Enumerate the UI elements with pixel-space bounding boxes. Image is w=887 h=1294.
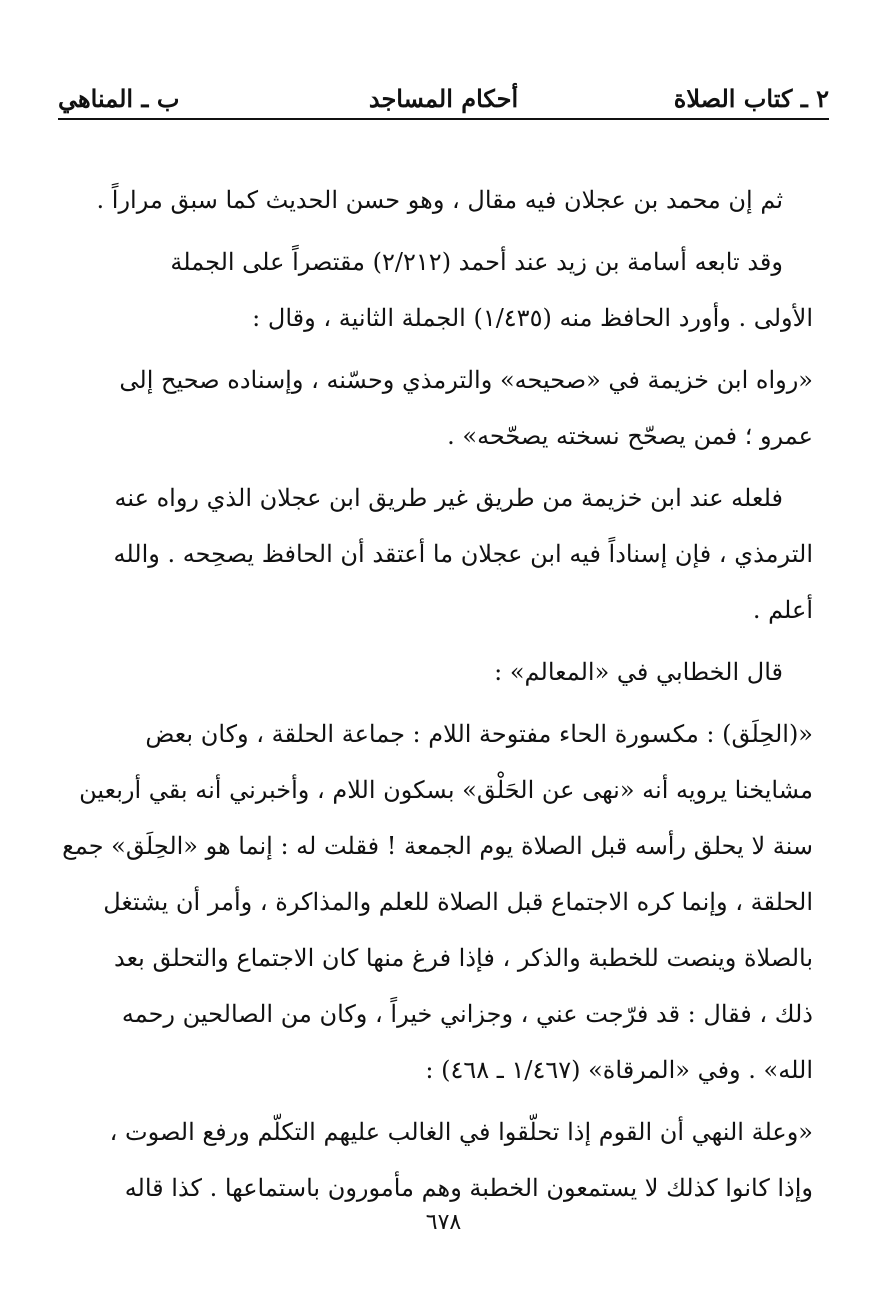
- text-line: ذلك ، فقال : قد فرّجت عني ، وجزاني خيراً ، وكان من الصالحين رحمه: [121, 1000, 813, 1028]
- text-line: الأولى . وأورد الحافظ منه (١/٤٣٥) الجملة الثانية ، وقال :: [252, 304, 813, 332]
- text-line: «وعلة النهي أن القوم إذا تحلّقوا في الغالب عليهم التكلّم ورفع الصوت ،: [109, 1118, 813, 1146]
- text-line: ثم إن محمد بن عجلان فيه مقال ، وهو حسن الحديث كما سبق مراراً .: [96, 186, 783, 214]
- paragraph-5: [62, 644, 813, 700]
- header-section: أحكام المساجد: [368, 84, 519, 113]
- text-line: الله» . وفي «المرقاة» (١/٤٦٧ ـ ٤٦٨) :: [425, 1056, 813, 1084]
- text-line: سنة لا يحلق رأسه قبل الصلاة يوم الجمعة ! فقلت له : إنما هو «الحِلَق» جمع: [62, 832, 813, 860]
- paragraph-2: [62, 234, 813, 346]
- text-line: مشايخنا يرويه أنه «نهى عن الحَلْق» بسكون اللام ، وأخبرني أنه بقي أربعين: [79, 776, 813, 804]
- text-line: فلعله عند ابن خزيمة من طريق غير طريق ابن عجلان الذي رواه عنه: [114, 484, 783, 512]
- running-header: [58, 78, 829, 120]
- text-line: «(الحِلَق) : مكسورة الحاء مفتوحة اللام : جماعة الحلقة ، وكان بعض: [145, 720, 813, 748]
- text-line: عمرو ؛ فمن يصحّح نسخته يصحّحه» .: [447, 422, 813, 450]
- paragraph-4: [62, 470, 813, 638]
- main-text: [62, 172, 813, 1222]
- text-line: وقد تابعه أسامة بن زيد عند أحمد (٢/٢١٢) مقتصراً على الجملة: [170, 248, 783, 276]
- text-line: «رواه ابن خزيمة في «صحيحه» والترمذي وحسّنه ، وإسناده صحيح إلى: [119, 366, 813, 394]
- text-line: قال الخطابي في «المعالم» :: [494, 658, 783, 686]
- text-line: وإذا كانوا كذلك لا يستمعون الخطبة وهم مأمورون باستماعها . كذا قاله: [124, 1174, 813, 1202]
- header-chapter: ٢ ـ كتاب الصلاة: [673, 84, 829, 113]
- text-line: الترمذي ، فإن إسناداً فيه ابن عجلان ما أعتقد أن الحافظ يصحِحه . والله: [113, 540, 813, 568]
- text-line: أعلم .: [752, 596, 813, 624]
- page-number: ٦٧٨: [425, 1210, 462, 1235]
- header-subsection: ب ـ المناهي: [58, 84, 180, 113]
- text-line: الحلقة ، وإنما كره الاجتماع قبل الصلاة للعلم والمذاكرة ، وأمر أن يشتغل: [103, 888, 813, 916]
- paragraph-1: [62, 172, 813, 228]
- paragraph-3-quote: [62, 352, 813, 464]
- text-line: بالصلاة وينصت للخطبة والذكر ، فإذا فرغ منها كان الاجتماع والتحلق بعد: [113, 944, 813, 972]
- paragraph-7-quote: [62, 1104, 813, 1216]
- paragraph-6-quote: [62, 706, 813, 1098]
